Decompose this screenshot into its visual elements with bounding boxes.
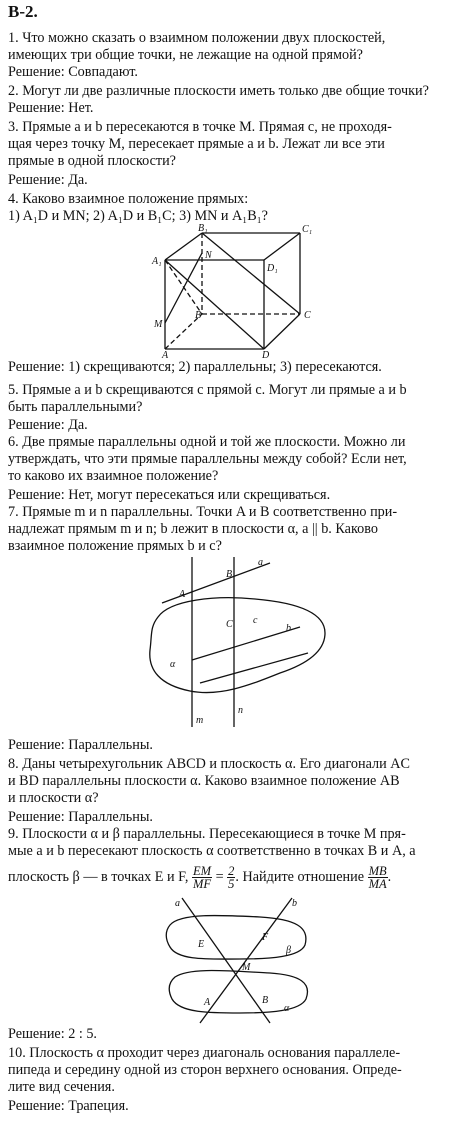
parallel-lines-figure <box>140 555 340 735</box>
plane-beta <box>166 915 306 959</box>
label-alpha: α <box>284 1003 290 1014</box>
label-line-c: c <box>253 615 258 626</box>
q7-answer: Решение: Параллельны. <box>8 737 153 753</box>
hidden-diagonal <box>165 260 202 314</box>
q8-text-line1: 8. Даны четырехугольник ABCD и плоскость α. Его диагонали AC <box>8 756 410 772</box>
plane-alpha <box>150 598 325 693</box>
q4-text-line1: 4. Каково взаимное положение прямых: <box>8 191 249 207</box>
q2-text-line1: 2. Могут ли две различные плоскости иметь только две общие точки? <box>8 83 429 99</box>
q8-answer: Решение: Параллельны. <box>8 809 153 825</box>
q5-answer: Решение: Да. <box>8 417 88 433</box>
q6-text-line3: то каково их взаимное положение? <box>8 468 219 484</box>
cube-figure <box>140 224 340 359</box>
q4-text-line2: 1) A₁D и MN; 2) A₁D и B₁C; 3) MN и A₁B₁? <box>8 208 268 224</box>
q3-answer: Решение: Да. <box>8 172 88 188</box>
label-point-a: A <box>204 997 211 1008</box>
fraction-mb: MB <box>368 864 387 879</box>
q7-text-line1: 7. Прямые m и n параллельны. Точки A и B соответственно при- <box>8 504 398 520</box>
q6-text-line1: 6. Две прямые параллельны одной и той же плоскости. Можно ли <box>8 434 406 450</box>
label-point-b: B <box>262 995 269 1006</box>
q9-text-line2: мые a и b пересекают плоскость α соответственно в точках B и A, а <box>8 843 416 859</box>
q1-text-line2: имеющих три общие точки, не лежащие на одной прямой? <box>8 47 363 63</box>
label-a1: A₁ <box>152 256 162 267</box>
label-point-b: B <box>226 569 233 580</box>
fraction-em: EM <box>193 864 212 879</box>
cube-edge <box>264 233 300 260</box>
label-point-m: M <box>242 962 251 973</box>
label-a: A <box>162 350 169 359</box>
q5-text-line1: 5. Прямые a и b скрещиваются с прямой c. Могут ли прямые a и b <box>8 382 407 398</box>
q10-answer: Решение: Трапеция. <box>8 1098 129 1114</box>
label-b1: B₁ <box>198 224 208 234</box>
label-line-a: a <box>258 557 263 568</box>
label-line-n: n <box>238 705 243 716</box>
equals-sign: = <box>215 869 224 885</box>
label-point-a: A <box>179 589 186 600</box>
q8-text-line2: и BD параллельны плоскости α. Каково взаимное положение AB <box>8 773 400 789</box>
label-point-f: F <box>262 932 269 943</box>
line-b <box>192 627 300 660</box>
fraction-mf: MF <box>193 877 212 892</box>
q9-text-line1: 9. Плоскости α и β параллельны. Пересекающиеся в точке M пря- <box>8 826 406 842</box>
parallel-planes-figure <box>160 895 320 1025</box>
q9-text-line3 <box>8 860 466 894</box>
label-line-b: b <box>292 898 297 909</box>
fraction-mb-ma <box>368 865 388 890</box>
q10-text-line2: пипеда и середину одной из сторон верхнего основания. Опреде- <box>8 1062 402 1078</box>
label-d: D <box>262 350 270 359</box>
q5-text-line2: быть параллельными? <box>8 399 143 415</box>
fraction-2: 2 <box>228 864 235 879</box>
q9-line3-end: . <box>387 869 392 885</box>
q3-text-line3: прямые в одной плоскости? <box>8 153 176 169</box>
label-line-a: a <box>175 898 180 909</box>
q6-answer: Решение: Нет, могут пересекаться или скрещиваться. <box>8 487 331 503</box>
diagonal-b1c <box>202 233 300 314</box>
label-point-e: E <box>198 939 205 950</box>
q9-line3-mid: . Найдите отношение <box>235 869 365 885</box>
label-c1: C₁ <box>302 224 313 235</box>
q7-text-line3: взаимное положение прямых b и c? <box>8 538 222 554</box>
label-d1: D₁ <box>267 263 278 274</box>
q9-line3-start: плоскость β — в точках E и F, <box>8 869 189 885</box>
q1-text-line1: 1. Что можно сказать о взаимном положении двух плоскостей, <box>8 30 386 46</box>
variant-title: В-2. <box>8 4 38 21</box>
cube-edge <box>264 314 300 349</box>
q10-text-line3: лите вид сечения. <box>8 1079 115 1095</box>
q3-text-line2: щая через точку M, пересекает прямые a и b. Лежат ли все эти <box>8 136 385 152</box>
q9-answer: Решение: 2 : 5. <box>8 1026 97 1042</box>
q8-text-line3: и плоскости α? <box>8 790 99 806</box>
label-m: M <box>154 319 163 330</box>
label-c: C <box>304 310 311 321</box>
fraction-5: 5 <box>228 877 235 892</box>
q4-answer: Решение: 1) скрещиваются; 2) параллельны; 3) пересекаются. <box>8 359 382 375</box>
label-n: N <box>205 250 212 261</box>
q10-text-line1: 10. Плоскость α проходит через диагональ основания параллеле- <box>8 1045 401 1061</box>
q2-answer: Решение: Нет. <box>8 100 94 116</box>
label-point-c: C <box>226 619 233 630</box>
fraction-ma: MA <box>368 877 387 892</box>
label-line-m: m <box>196 715 204 726</box>
q6-text-line2: утверждать, что эти прямые параллельны между собой? Если нет, <box>8 451 407 467</box>
q7-text-line2: надлежат прямым m и n; b лежит в плоскости α, a || b. Каково <box>8 521 378 537</box>
label-b: B <box>195 310 202 321</box>
label-line-b: b <box>286 623 291 634</box>
fraction-em-mf <box>192 865 212 890</box>
cube-edge <box>165 233 202 260</box>
q1-answer: Решение: Совпадают. <box>8 64 138 80</box>
label-beta: β <box>286 945 291 956</box>
q3-text-line1: 3. Прямые a и b пересекаются в точке M. Прямая c, не проходя- <box>8 119 392 135</box>
label-alpha: α <box>170 659 176 670</box>
